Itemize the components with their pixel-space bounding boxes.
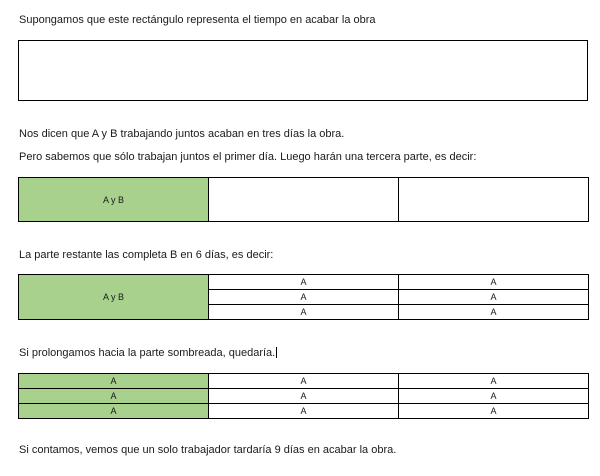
table-row [19, 404, 589, 419]
table-cell: A [209, 389, 399, 404]
first-day-table [18, 177, 589, 222]
table-cell: A [399, 404, 589, 419]
table-cell: A [399, 374, 589, 389]
table-cell: A [19, 404, 209, 419]
intro-text: Supongamos que este rectángulo representa el tiempo en acabar la obra [19, 14, 376, 26]
table-cell: A [399, 389, 589, 404]
conclusion-text: Si contamos, vemos que un solo trabajador tardaría 9 días en acabar la obra. [19, 444, 397, 456]
table-cell: A [19, 374, 209, 389]
table-cell [399, 178, 589, 222]
table-row [19, 389, 589, 404]
statement-text: Nos dicen que A y B trabajando juntos acaban en tres días la obra. [19, 128, 345, 140]
table-cell: A [209, 404, 399, 419]
table-cell [209, 178, 399, 222]
table-row [19, 275, 589, 290]
remaining-part-table [18, 274, 589, 320]
extend-shaded-text [19, 347, 277, 359]
table-row [19, 178, 589, 222]
first-day-text: Pero sabemos que sólo trabajan juntos el primer día. Luego harán una tercera parte, es decir: [19, 151, 477, 163]
table-cell: A [209, 290, 399, 305]
table-cell: A [209, 305, 399, 320]
table-cell: A [209, 374, 399, 389]
extended-table [18, 373, 589, 419]
remaining-part-text: La parte restante las completa B en 6 días, es decir: [19, 249, 274, 261]
table-cell: A [399, 275, 589, 290]
table-row [19, 374, 589, 389]
table-cell: A y B [19, 178, 209, 222]
time-rectangle [18, 40, 588, 101]
table-cell: A [399, 305, 589, 320]
table-cell: A [209, 275, 399, 290]
text-cursor [276, 347, 277, 358]
extend-shaded-label: Si prolongamos hacia la parte sombreada, quedaría. [19, 347, 276, 359]
table-cell-merged: A y B [19, 275, 209, 320]
table-cell: A [399, 290, 589, 305]
table-cell: A [19, 389, 209, 404]
